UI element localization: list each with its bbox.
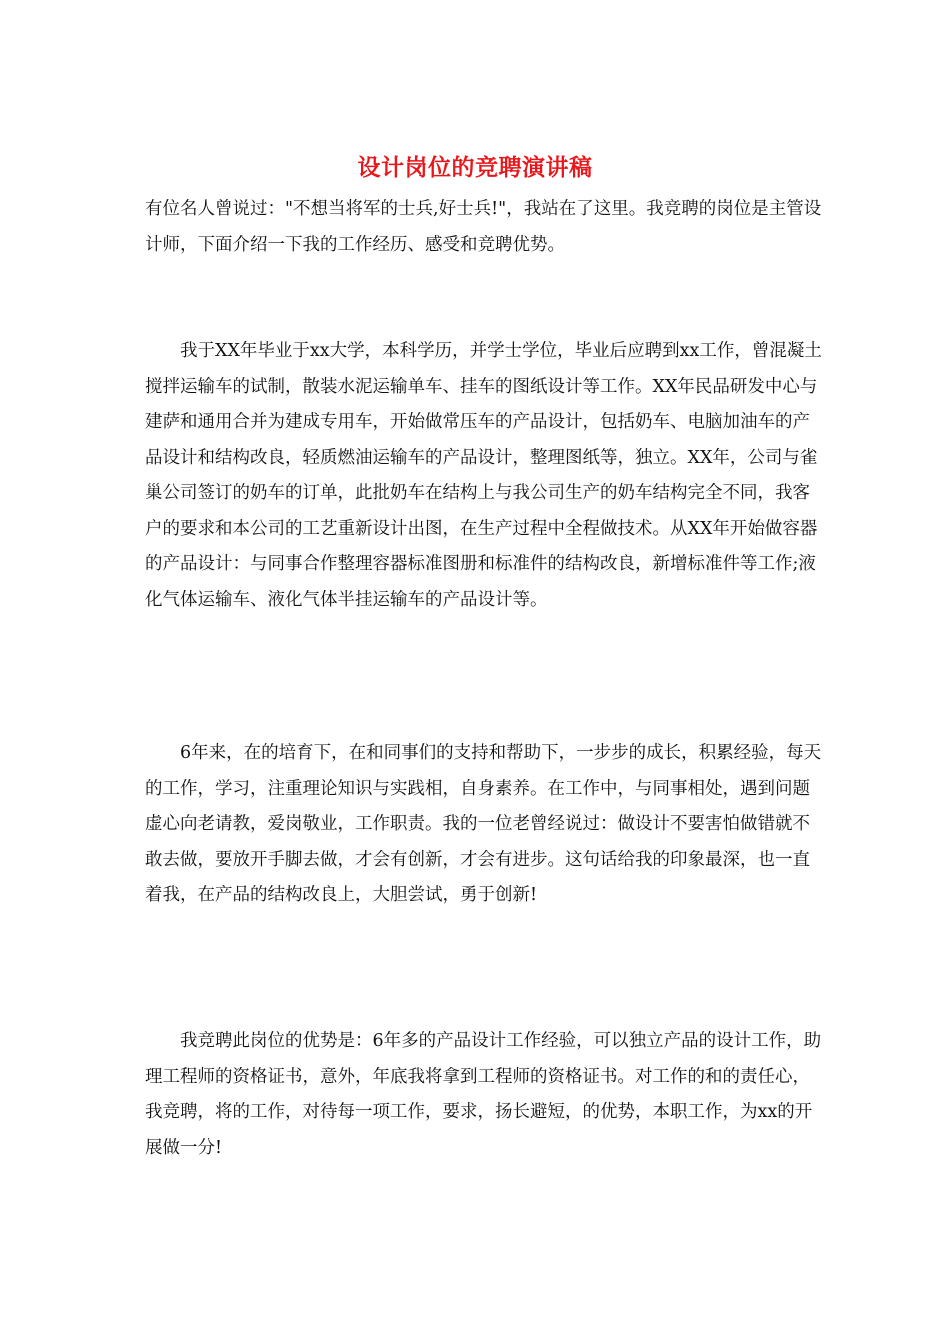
paragraph-intro: 有位名人曾说过："不想当将军的士兵,好士兵!"，我站在了这里。我竞聘的岗位是主管设计师，下面介绍一下我的工作经历、感受和竞聘优势。 — [145, 199, 822, 255]
document-title: 设计岗位的竞聘演讲稿 — [357, 154, 593, 181]
paragraph-growth: 6年来，在的培育下，在和同事们的支持和帮助下，一步步的成长，积累经验，每天的工作，学习，注重理论知识与实践相，自身素养。在工作中，与同事相处，遇到问题虚心向老请教，爱岗敬业，工作职责。我的一位老曾经说过：做设计不要害怕做错就不敢去做，要放开手脚去做，才会有创新，才会有进步。这句话给我的印象最深，也一直着我，在产品的结构改良上，大胆尝试，勇于创新! — [145, 743, 822, 905]
paragraph-work-history: 我于XX年毕业于xx大学，本科学历，并学士学位，毕业后应聘到xx工作，曾混凝土搅拌运输车的试制，散装水泥运输单车、挂车的图纸设计等工作。XX年民品研发中心与建萨和通用合并为建成专用车，开始做常压车的产品设计，包括奶车、电脑加油车的产品设计和结构改良，轻质燃油运输车的产品设计，整理图纸等，独立。XX年，公司与雀巢公司签订的奶车的订单，此批奶车在结构上与我公司生产的奶车结构完全不同，我客户的要求和本公司的工艺重新设计出图，在生产过程中全程做技术。从XX年开始做容器的产品设计：与同事合作整理容器标准图册和标准件的结构改良，新增标准件等工作;液化气体运输车、液化气体半挂运输车的产品设计等。 — [145, 341, 822, 610]
paragraph-advantages: 我竞聘此岗位的优势是：6年多的产品设计工作经验，可以独立产品的设计工作，助理工程师的资格证书，意外，年底我将拿到工程师的资格证书。对工作的和的责任心，我竞聘，将的工作，对待每一项工作，要求，扬长避短，的优势，本职工作，为xx的开展做一分! — [145, 1031, 822, 1158]
